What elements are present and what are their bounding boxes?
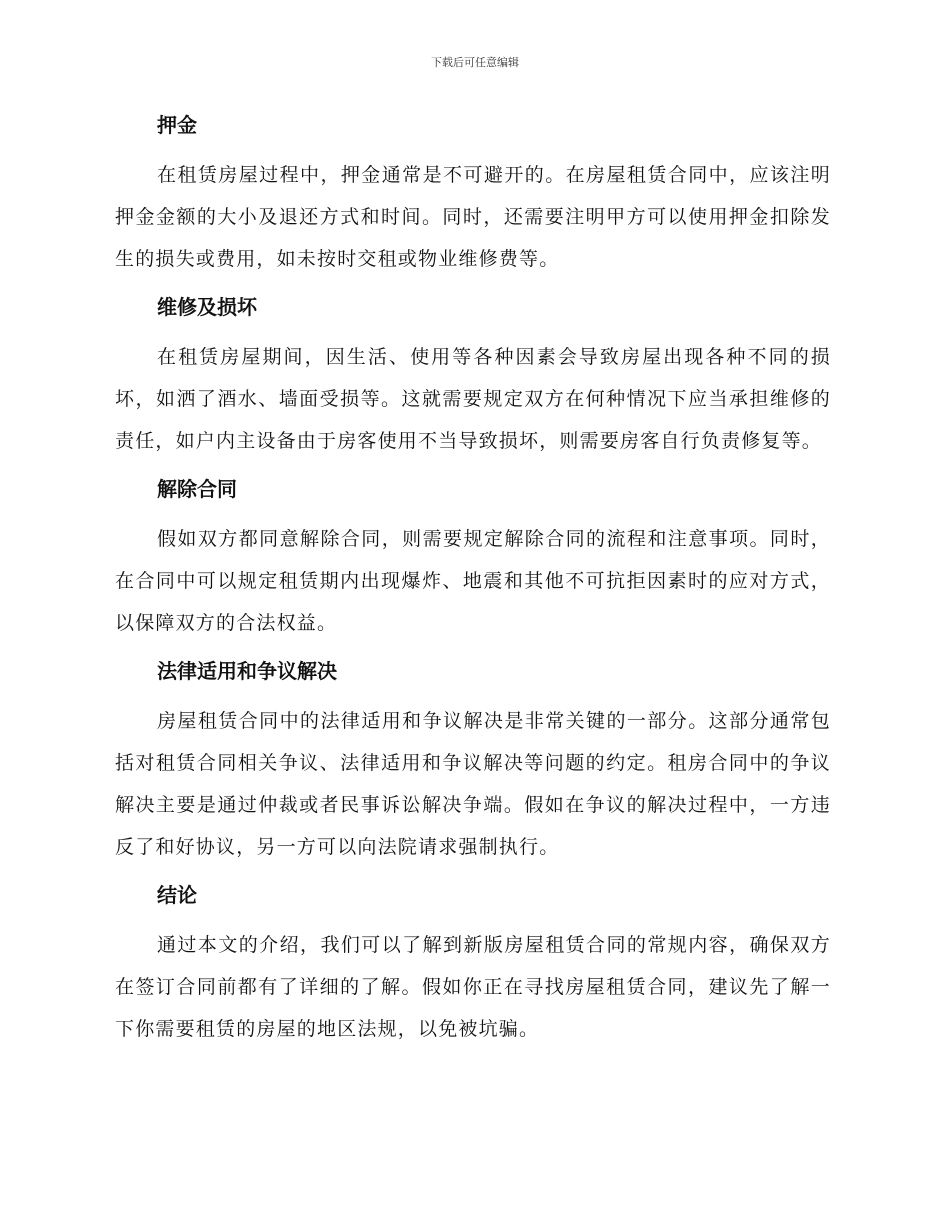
section-paragraph: 房屋租赁合同中的法律适用和争议解决是非常关键的一部分。这部分通常包括对租赁合同相关争议、法律适用和争议解决等问题的约定。租房合同中的争议解决主要是通过仲裁或者民事诉讼解决争端。假如在争议的解决过程中，一方违反了和好协议，另一方可以向法院请求强制执行。 [115, 710, 831, 858]
section-law-disputes [115, 656, 831, 868]
section-heading: 维修及损坏 [157, 295, 257, 319]
section-repair-damage [115, 292, 831, 462]
section-deposit [115, 110, 831, 280]
page-header: 下载后可任意编辑 [431, 56, 519, 69]
section-paragraph: 假如双方都同意解除合同，则需要规定解除合同的流程和注意事项。同时，在合同中可以规定租赁期内出现爆炸、地震和其他不可抗拒因素时的应对方式，以保障双方的合法权益。 [115, 528, 831, 634]
section-termination [115, 474, 831, 644]
section-paragraph: 在租赁房屋过程中，押金通常是不可避开的。在房屋租赁合同中，应该注明押金金额的大小及退还方式和时间。同时，还需要注明甲方可以使用押金扣除发生的损失或费用，如未按时交租或物业维修费等。 [115, 164, 831, 270]
section-heading: 结论 [157, 883, 197, 907]
section-heading: 押金 [157, 113, 197, 137]
section-paragraph: 通过本文的介绍，我们可以了解到新版房屋租赁合同的常规内容，确保双方在签订合同前都有了详细的了解。假如你正在寻找房屋租赁合同，建议先了解一下你需要租赁的房屋的地区法规，以免被坑骗。 [115, 934, 831, 1040]
section-conclusion [115, 880, 831, 1050]
section-heading: 解除合同 [157, 477, 237, 501]
document-body [115, 110, 831, 1062]
section-heading: 法律适用和争议解决 [157, 659, 337, 683]
section-paragraph: 在租赁房屋期间，因生活、使用等各种因素会导致房屋出现各种不同的损坏，如洒了酒水、墙面受损等。这就需要规定双方在何种情况下应当承担维修的责任，如户内主设备由于房客使用不当导致损坏，则需要房客自行负责修复等。 [115, 346, 831, 452]
